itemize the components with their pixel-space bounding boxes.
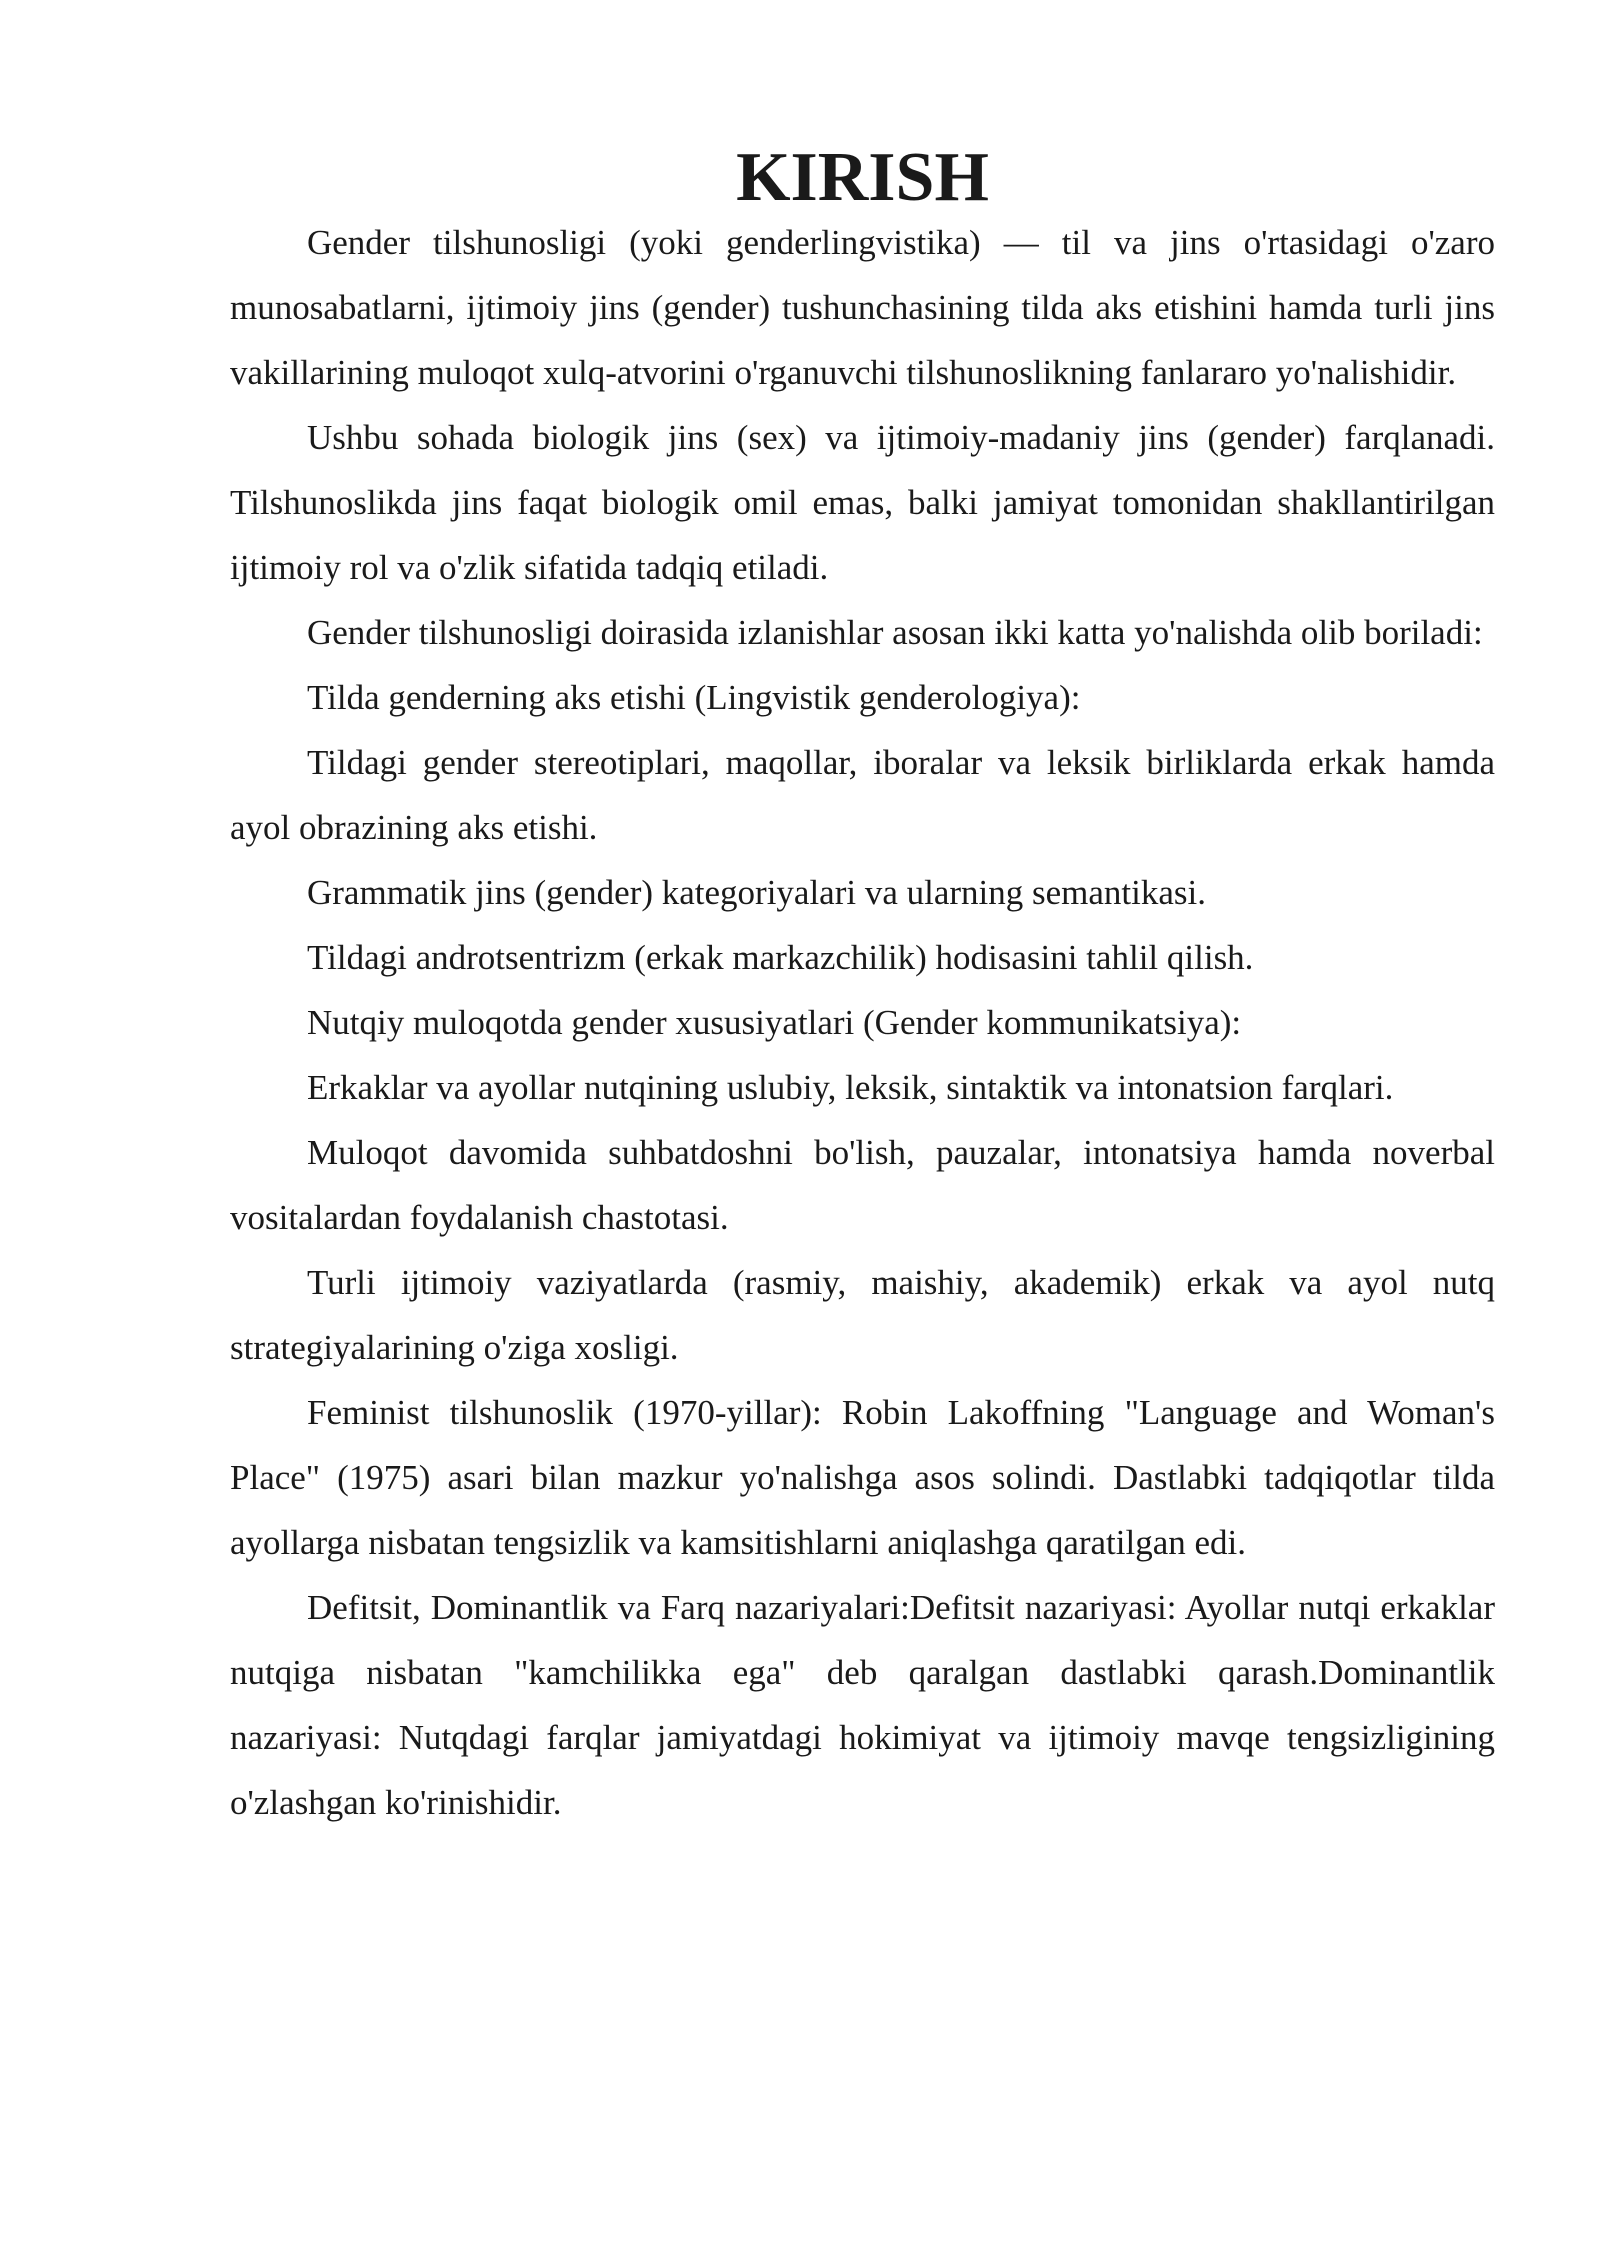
paragraph-10: Muloqot davomida suhbatdoshni bo'lish, pauzalar, intonatsiya hamda noverbal vositalardan foydalanish chastotasi. [230, 1133, 1495, 1237]
paragraph-5: Tildagi gender stereotiplari, maqollar, iboralar va leksik birliklarda erkak hamda ayol obrazining aks etishi. [230, 743, 1495, 847]
paragraph-7: Tildagi androtsentrizm (erkak markazchilik) hodisasini tahlil qilish. [307, 938, 1254, 977]
document-page [230, 139, 1495, 1835]
paragraph-8: Nutqiy muloqotda gender xususiyatlari (Gender kommunikatsiya): [307, 1003, 1242, 1042]
paragraph-2: Ushbu sohada biologik jins (sex) va ijtimoiy-madaniy jins (gender) farqlanadi. Tilshunoslikda jins faqat biologik omil emas, balki jamiyat tomonidan shakllantirilgan ijtimoiy rol va o'zlik sifatida tadqiq etiladi. [230, 418, 1495, 587]
paragraph-6: Grammatik jins (gender) kategoriyalari va ularning semantikasi. [307, 873, 1207, 912]
paragraph-9: Erkaklar va ayollar nutqining uslubiy, leksik, sintaktik va intonatsion farqlari. [307, 1068, 1394, 1107]
paragraph-13: Defitsit, Dominantlik va Farq nazariyalari:Defitsit nazariyasi: Ayollar nutqi erkaklar nutqiga nisbatan "kamchilikka ega" deb qaralgan dastlabki qarash.Dominantlik nazariyasi: Nutqdagi farqlar jamiyatdagi hokimiyat va ijtimoiy mavqe tengsizligining o'zlashgan ko'rinishidir. [230, 1588, 1495, 1822]
paragraph-4: Tilda genderning aks etishi (Lingvistik genderologiya): [307, 678, 1081, 717]
paragraph-11: Turli ijtimoiy vaziyatlarda (rasmiy, maishiy, akademik) erkak va ayol nutq strategiyalarining o'ziga xosligi. [230, 1263, 1495, 1367]
paragraph-1: Gender tilshunosligi (yoki genderlingvistika) — til va jins o'rtasidagi o'zaro munosabatlarni, ijtimoiy jins (gender) tushunchasining tilda aks etishini hamda turli jins vakillarining muloqot xulq-atvorini o'rganuvchi tilshunoslikning fanlararo yo'nalishidir. [230, 223, 1495, 392]
paragraph-3: Gender tilshunosligi doirasida izlanishlar asosan ikki katta yo'nalishda olib boriladi: [307, 613, 1483, 652]
page-title: KIRISH [736, 139, 989, 216]
paragraph-12: Feminist tilshunoslik (1970-yillar): Robin Lakoffning "Language and Woman's Place" (1975) asari bilan mazkur yo'nalishga asos solindi. Dastlabki tadqiqotlar tilda ayollarga nisbatan tengsizlik va kamsitishlarni aniqlashga qaratilgan edi. [230, 1393, 1495, 1562]
